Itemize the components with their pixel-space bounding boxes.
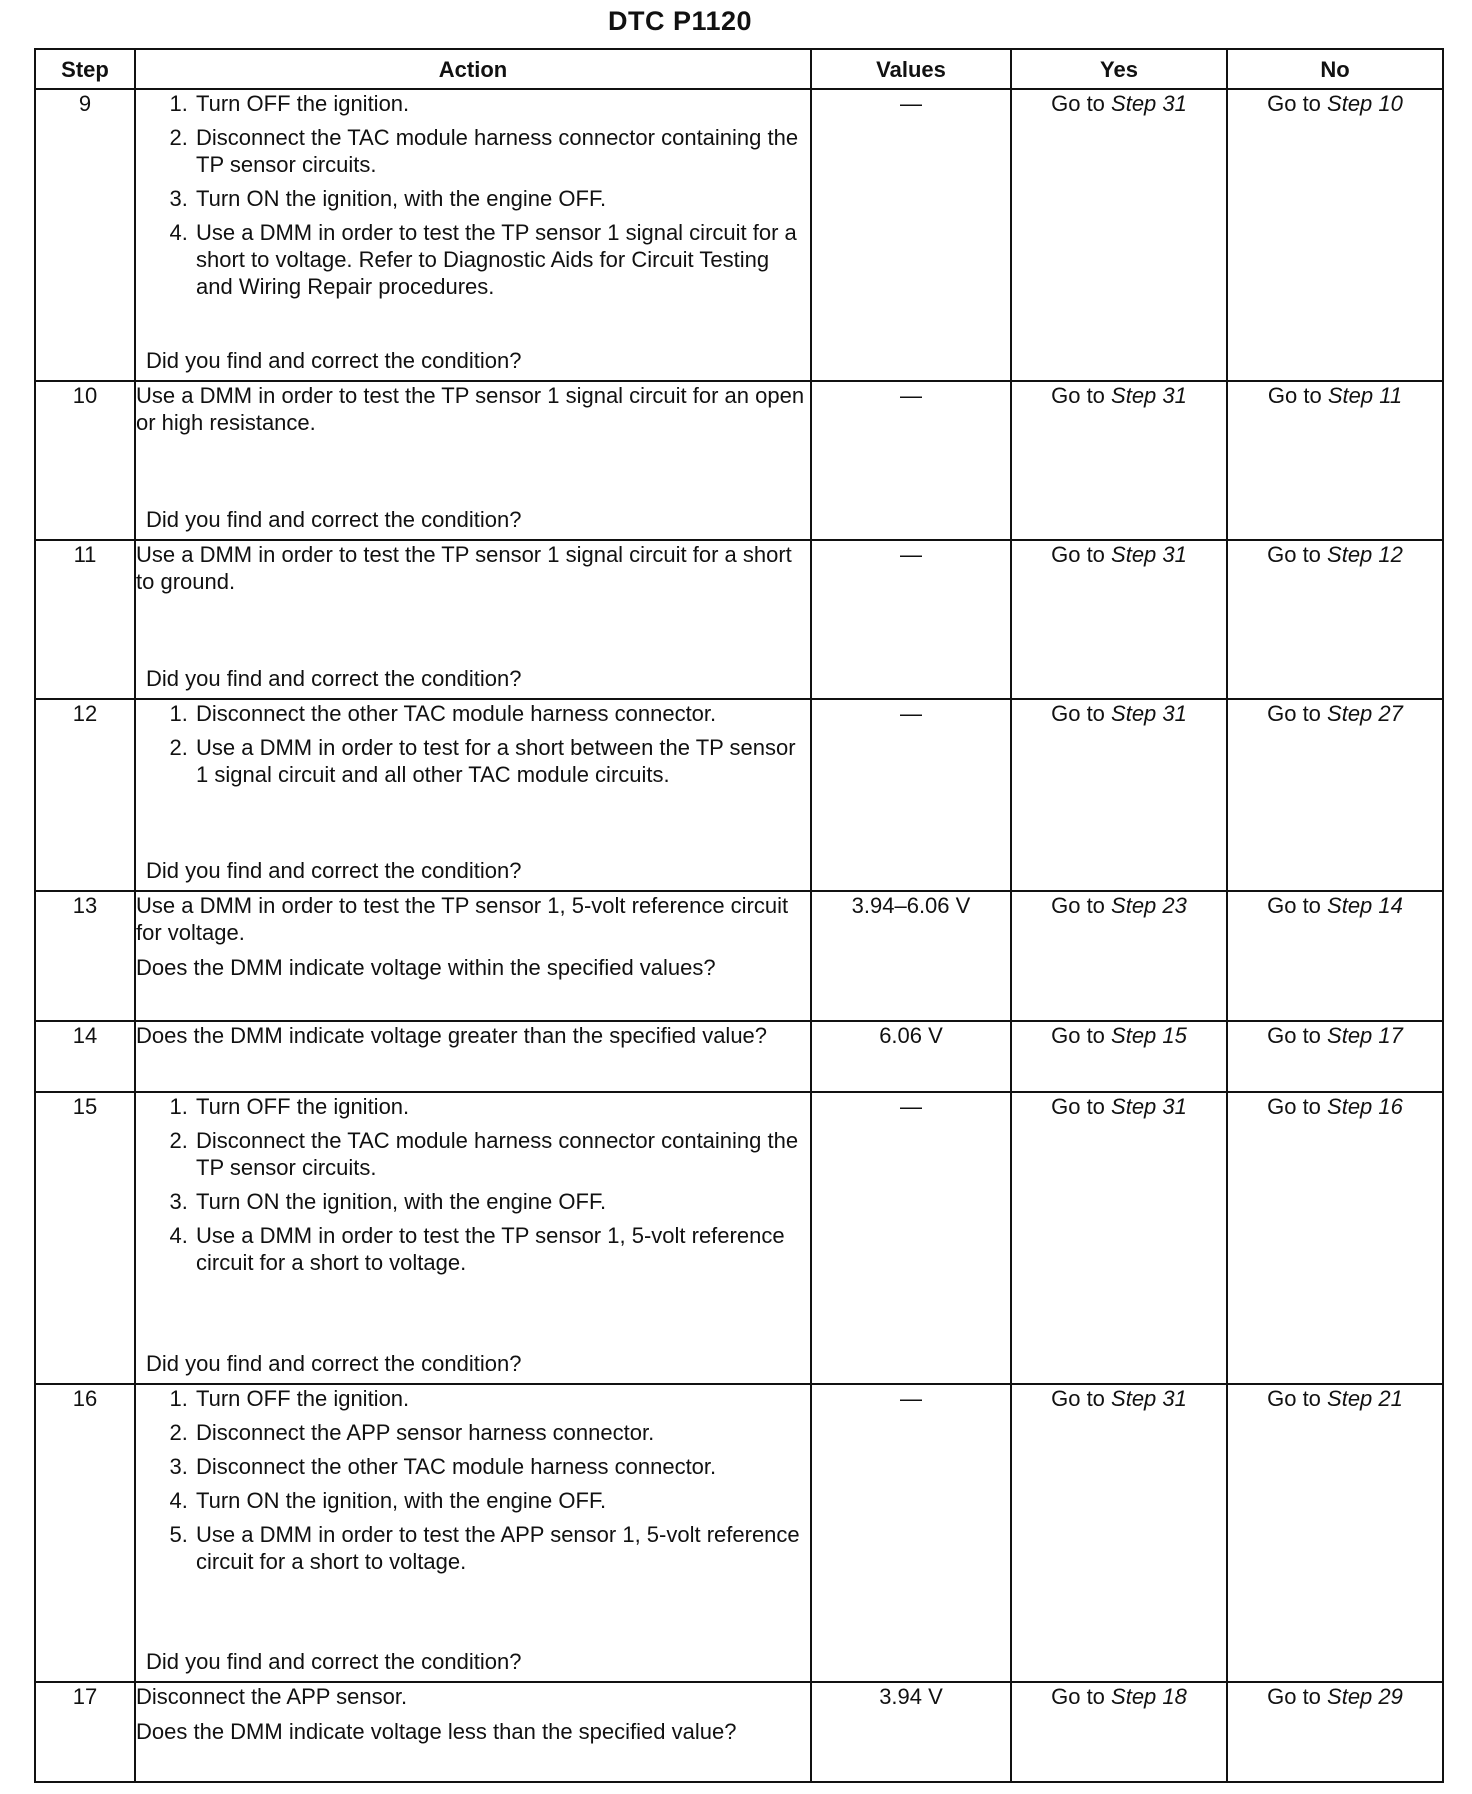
list-item: 2. Disconnect the APP sensor harness connector. (194, 1419, 810, 1446)
yes-cell (1011, 699, 1227, 891)
goto-step: Step 29 (1327, 1684, 1403, 1709)
table-row (35, 540, 1443, 699)
goto-prefix: Go to (1267, 1023, 1328, 1048)
step-number: 11 (35, 540, 135, 699)
diagnostic-table (34, 48, 1444, 1783)
action-cell (135, 1384, 811, 1682)
no-cell (1227, 1092, 1443, 1384)
yes-cell (1011, 1021, 1227, 1092)
question: Did you find and correct the condition? (146, 1649, 522, 1674)
question: Does the DMM indicate voltage less than the specified value? (136, 1719, 737, 1744)
goto-prefix: Go to (1051, 91, 1112, 116)
goto-prefix: Go to (1051, 701, 1112, 726)
yes-cell (1011, 89, 1227, 381)
yes-cell (1011, 1384, 1227, 1682)
goto-prefix: Go to (1267, 383, 1328, 408)
value-cell: — (811, 1092, 1011, 1384)
action-text: Disconnect the APP sensor. (136, 1684, 408, 1709)
action-header: Action (135, 49, 811, 89)
goto-step: Step 31 (1111, 542, 1187, 567)
goto-step: Step 31 (1111, 1386, 1187, 1411)
no-cell (1227, 1021, 1443, 1092)
step-number: 13 (35, 891, 135, 1021)
action-list (136, 90, 810, 300)
action-text: Use a DMM in order to test the TP sensor 1, 5-volt reference circuit for voltage. (136, 893, 789, 945)
question: Does the DMM indicate voltage within the specified values? (136, 955, 716, 980)
goto-step: Step 23 (1111, 893, 1187, 918)
question: Did you find and correct the condition? (146, 666, 522, 691)
action-cell (135, 891, 811, 1021)
table-row (35, 1384, 1443, 1682)
table-row (35, 381, 1443, 540)
yes-cell (1011, 1682, 1227, 1782)
table-row (35, 1092, 1443, 1384)
goto-step: Step 17 (1327, 1023, 1403, 1048)
value-cell: — (811, 381, 1011, 540)
question: Did you find and correct the condition? (146, 858, 522, 883)
value-cell: — (811, 1384, 1011, 1682)
list-item: 3. Disconnect the other TAC module harness connector. (194, 1453, 810, 1480)
yes-cell (1011, 381, 1227, 540)
list-item: 2. Disconnect the TAC module harness connector containing the TP sensor circuits. (194, 1127, 810, 1181)
list-item: 2. Use a DMM in order to test for a short between the TP sensor 1 signal circuit and all other TAC module circuits. (194, 734, 810, 788)
goto-step: Step 16 (1327, 1094, 1403, 1119)
list-item: 3. Turn ON the ignition, with the engine OFF. (194, 185, 810, 212)
goto-step: Step 12 (1327, 542, 1403, 567)
goto-prefix: Go to (1051, 893, 1112, 918)
value-cell: — (811, 699, 1011, 891)
yes-cell (1011, 540, 1227, 699)
goto-prefix: Go to (1267, 1094, 1328, 1119)
goto-prefix: Go to (1051, 542, 1112, 567)
step-number: 14 (35, 1021, 135, 1092)
goto-step: Step 14 (1327, 893, 1403, 918)
table-row (35, 1021, 1443, 1092)
step-number: 15 (35, 1092, 135, 1384)
action-cell (135, 1682, 811, 1782)
list-item: 4. Use a DMM in order to test the TP sensor 1 signal circuit for a short to voltage. Refer to Diagnostic Aids for Circuit Testing and Wiring Repair procedures. (194, 219, 810, 300)
action-cell (135, 699, 811, 891)
value-cell: 3.94–6.06 V (811, 891, 1011, 1021)
step-number: 9 (35, 89, 135, 381)
question: Did you find and correct the condition? (146, 507, 522, 532)
goto-step: Step 18 (1111, 1684, 1187, 1709)
action-cell (135, 381, 811, 540)
list-item: 3. Turn ON the ignition, with the engine OFF. (194, 1188, 810, 1215)
no-cell (1227, 891, 1443, 1021)
goto-prefix: Go to (1051, 1023, 1112, 1048)
step-number: 10 (35, 381, 135, 540)
step-header: Step (35, 49, 135, 89)
header-row (35, 49, 1443, 89)
list-item: 4. Turn ON the ignition, with the engine OFF. (194, 1487, 810, 1514)
list-item: 1. Disconnect the other TAC module harness connector. (194, 700, 810, 727)
goto-step: Step 21 (1327, 1386, 1403, 1411)
no-cell (1227, 699, 1443, 891)
goto-step: Step 31 (1111, 1094, 1187, 1119)
goto-step: Step 31 (1111, 383, 1187, 408)
table-row (35, 1682, 1443, 1782)
no-cell (1227, 89, 1443, 381)
no-cell (1227, 1682, 1443, 1782)
list-item: 1. Turn OFF the ignition. (194, 1093, 810, 1120)
no-header: No (1227, 49, 1443, 89)
goto-step: Step 31 (1111, 701, 1187, 726)
value-cell: — (811, 540, 1011, 699)
list-item: 4. Use a DMM in order to test the TP sensor 1, 5-volt reference circuit for a short to voltage. (194, 1222, 810, 1276)
action-text: Use a DMM in order to test the TP sensor 1 signal circuit for a short to ground. (136, 542, 792, 594)
action-cell (135, 1092, 811, 1384)
goto-prefix: Go to (1267, 1386, 1328, 1411)
goto-step: Step 31 (1111, 91, 1187, 116)
no-cell (1227, 1384, 1443, 1682)
action-cell (135, 540, 811, 699)
page-title: DTC P1120 (607, 6, 753, 36)
no-cell (1227, 381, 1443, 540)
table-row (35, 891, 1443, 1021)
goto-prefix: Go to (1267, 542, 1328, 567)
action-list (136, 1385, 810, 1575)
goto-prefix: Go to (1051, 383, 1112, 408)
no-cell (1227, 540, 1443, 699)
values-header: Values (811, 49, 1011, 89)
action-list (136, 1093, 810, 1276)
question: Did you find and correct the condition? (146, 348, 522, 373)
goto-prefix: Go to (1267, 91, 1328, 116)
question: Does the DMM indicate voltage greater than the specified value? (136, 1023, 768, 1048)
action-cell (135, 1021, 811, 1092)
yes-cell (1011, 891, 1227, 1021)
goto-prefix: Go to (1051, 1386, 1112, 1411)
list-item: 2. Disconnect the TAC module harness connector containing the TP sensor circuits. (194, 124, 810, 178)
step-number: 17 (35, 1682, 135, 1782)
goto-step: Step 11 (1327, 383, 1403, 408)
goto-step: Step 15 (1111, 1023, 1187, 1048)
step-number: 12 (35, 699, 135, 891)
goto-prefix: Go to (1267, 1684, 1328, 1709)
question: Did you find and correct the condition? (146, 1351, 522, 1376)
value-cell: — (811, 89, 1011, 381)
value-cell: 3.94 V (811, 1682, 1011, 1782)
list-item: 1. Turn OFF the ignition. (194, 90, 810, 117)
yes-header: Yes (1011, 49, 1227, 89)
goto-prefix: Go to (1051, 1094, 1112, 1119)
table-row (35, 699, 1443, 891)
goto-step: Step 27 (1327, 701, 1403, 726)
goto-prefix: Go to (1267, 701, 1328, 726)
yes-cell (1011, 1092, 1227, 1384)
value-cell: 6.06 V (811, 1021, 1011, 1092)
goto-prefix: Go to (1267, 893, 1328, 918)
action-list (136, 700, 810, 788)
action-text: Use a DMM in order to test the TP sensor 1 signal circuit for an open or high resistance. (136, 383, 805, 435)
goto-step: Step 10 (1327, 91, 1403, 116)
list-item: 1. Turn OFF the ignition. (194, 1385, 810, 1412)
list-item: 5. Use a DMM in order to test the APP sensor 1, 5-volt reference circuit for a short to voltage. (194, 1521, 810, 1575)
action-cell (135, 89, 811, 381)
step-number: 16 (35, 1384, 135, 1682)
table-row (35, 89, 1443, 381)
goto-prefix: Go to (1051, 1684, 1112, 1709)
